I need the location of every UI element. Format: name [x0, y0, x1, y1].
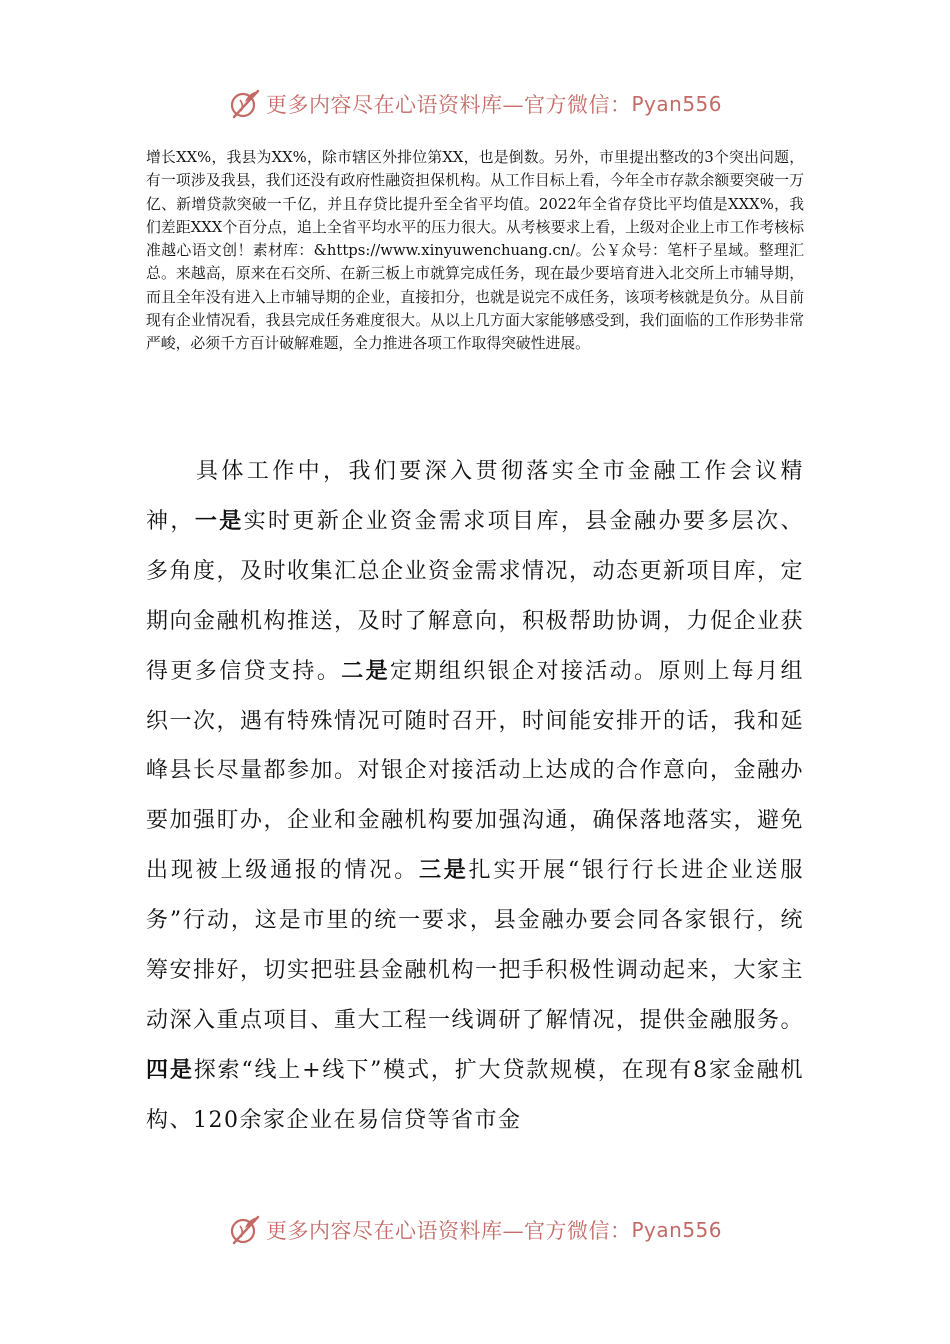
banner-wechat-id: Pyan556	[631, 92, 722, 116]
item4-label: 四是	[146, 1056, 194, 1083]
main-intro: 具体工作中，我们要深入贯彻落实全市金融工作会议精神，	[146, 459, 804, 534]
banner-text: 更多内容尽在心语资料库—官方微信：	[265, 93, 632, 117]
item2-label: 二是	[341, 657, 391, 684]
banner-wechat-id: Pyan556	[631, 1218, 722, 1242]
item2-text: 定期组织银企对接活动。原则上每月组织一次，遇有特殊情况可随时召开，时间能安排开的话，我和延峰县长尽量都参加。对银企对接活动上达成的合作意向，金融办要加强盯办，企业和金融机构要加强沟通，确保落地落实，避免出现被上级通报的情况。	[146, 658, 805, 884]
footer-banner	[0, 1210, 950, 1250]
quill-logo-icon	[228, 1213, 262, 1247]
item3-label: 三是	[418, 857, 469, 884]
item3-text: 扎实开展“银行行长进企业送服务”行动，这是市里的统一要求，县金融办要会同各家银行，统筹安排好，切实把驻县金融机构一把手积极性调动起来，大家主动深入重点项目、重大工程一线调研了解情况，提供金融服务。	[146, 858, 805, 1033]
quill-logo-icon	[228, 87, 262, 121]
main-paragraph	[146, 447, 804, 1146]
item1-text: 实时更新企业资金需求项目库，县金融办要多层次、多角度，及时收集汇总企业资金需求情况，动态更新项目库，定期向金融机构推送，及时了解意向，积极帮助协调，力促企业获得更多信贷支持。	[146, 508, 805, 684]
small-paragraph: 增长XX%，我县为XX%，除市辖区外排位第XX，也是倒数。另外，市里提出整改的3个突出问题，有一项涉及我县，我们还没有政府性融资担保机构。从工作目标上看，今年全市存款余额要突破一万亿、新增贷款突破一千亿，并且存贷比提升至全省平均值。2022年全省存贷比平均值是XXX%，我们差距XXX个百分点，追上全省平均水平的压力很大。从考核要求上看，上级对企业上市工作考核标准越心语文创！素材库：&https://www.xinyuwenchuang.cn/。公￥众号：笔杆子星域。整理汇总。来越高，原来在石交所、在新三板上市就算完成任务，现在最少要培育进入北交所上市辅导期，而且全年没有进入上市辅导期的企业，直接扣分，也就是说完不成任务，该项考核就是负分。从目前现有企业情况看，我县完成任务难度很大。从以上几方面大家能够感受到，我们面临的工作形势非常严峻，必须千方百计破解难题，全力推进各项工作取得突破性进展。	[146, 149, 804, 353]
item4-text: 探索“线上+线下”模式，扩大贷款规模，在现有8家金融机构、120余家企业在易信贷等省市金	[146, 1057, 804, 1133]
header-banner	[0, 84, 950, 124]
item1-label: 一是	[194, 507, 244, 534]
banner-text: 更多内容尽在心语资料库—官方微信：	[265, 1219, 632, 1243]
